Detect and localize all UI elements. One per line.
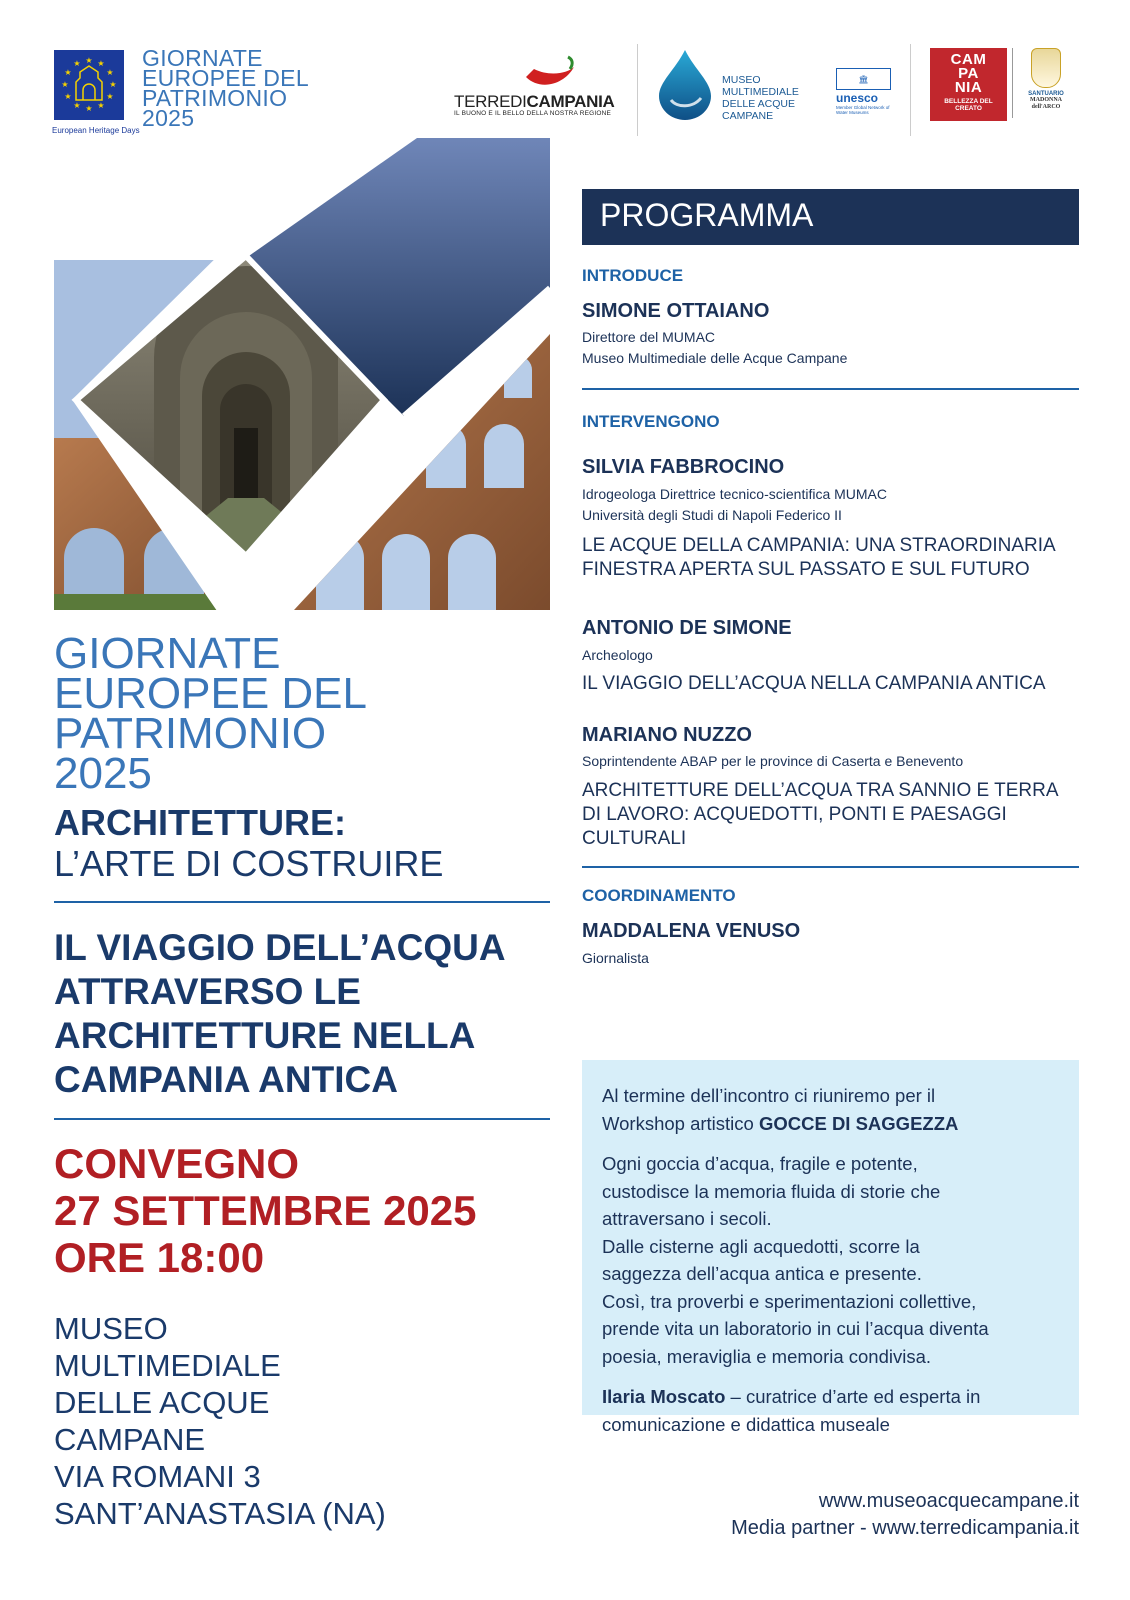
talk-title: CULTURALI (582, 828, 687, 849)
aqueduct-photo-collage (54, 138, 550, 610)
speaker-name: ANTONIO DE SIMONE (582, 617, 792, 639)
svg-text:★: ★ (97, 101, 105, 110)
event-series-title: GIORNATE EUROPEE DEL PATRIMONIO 2025 (54, 629, 367, 798)
footer-links (600, 1488, 1079, 1542)
svg-text:★: ★ (61, 80, 69, 89)
intervengono-label: INTERVENGONO (582, 412, 720, 431)
section-divider (54, 1118, 550, 1120)
campania-bellezza-logo: CAM PA NIA BELLEZZA DEL CREATO (930, 48, 1007, 121)
svg-text:★: ★ (64, 92, 72, 101)
media-partner-link[interactable]: Media partner - www.terredicampania.it (731, 1517, 1079, 1539)
santuario-logo: SANTUARIO MADONNA dell'ARCO (1020, 48, 1072, 111)
venue-address: MUSEO MULTIMEDIALE DELLE ACQUE CAMPANE VIA ROMANI 3 SANT’ANASTASIA (NA) (54, 1311, 386, 1531)
talk-title: FINESTRA APERTA SUL PASSATO E SUL FUTURO (582, 559, 1030, 580)
svg-text:★: ★ (106, 68, 114, 77)
water-drop-icon (655, 48, 715, 122)
speaker-role: Direttore del MUMAC (582, 329, 716, 345)
conference-headline: IL VIAGGIO DELL’ACQUA ATTRAVERSO LE ARCHITETTURE NELLA CAMPANIA ANTICA (54, 927, 506, 1100)
talk-title: LE ACQUE DELLA CAMPANIA: UNA STRAORDINARIA (582, 535, 1056, 556)
svg-text:★: ★ (73, 59, 81, 68)
event-date-time: CONVEGNO 27 SETTEMBRE 2025 ORE 18:00 (54, 1140, 477, 1281)
talk-title: IL VIAGGIO DELL’ACQUA NELLA CAMPANIA ANTICA (582, 673, 1046, 694)
svg-text:★: ★ (106, 92, 114, 101)
workshop-intro: Al termine dell’incontro ci riuniremo per il (602, 1085, 936, 1106)
speaker-name: SIMONE OTTAIANO (582, 300, 770, 322)
eu-stars-castle-icon (54, 50, 124, 120)
coordinamento-label: COORDINAMENTO (582, 886, 736, 905)
terre-di-campania-logo: TERREDICAMPANIA (454, 92, 615, 111)
museum-website-link[interactable]: www.museoacquecampane.it (818, 1490, 1079, 1512)
svg-text:★: ★ (85, 104, 93, 113)
divider (910, 44, 911, 136)
terre-di-campania-tagline: IL BUONO E IL BELLO DELLA NOSTRA REGIONE (454, 110, 612, 117)
eu-heritage-logo (54, 50, 124, 120)
section-divider (54, 901, 550, 903)
chili-pepper-icon (520, 55, 580, 91)
speaker-role: Idrogeologa Direttrice tecnico-scientifica MUMAC (582, 486, 887, 502)
svg-text:★: ★ (64, 68, 72, 77)
talk-title: ARCHITETTURE DELL’ACQUA TRA SANNIO E TERRA (582, 780, 1059, 801)
theme-title-light: L’ARTE DI COSTRUIRE (54, 843, 444, 884)
section-divider (582, 388, 1079, 390)
divider (637, 44, 638, 136)
svg-text:★: ★ (85, 56, 93, 65)
santuario-crest-icon (1031, 48, 1061, 88)
speaker-role: Giornalista (582, 950, 649, 966)
speaker-role: Archeologo (582, 647, 653, 663)
workshop-name: GOCCE DI SAGGEZZA (758, 1112, 959, 1134)
jep-header-title: GIORNATE EUROPEE DEL PATRIMONIO 2025 (142, 45, 309, 131)
speaker-name: MADDALENA VENUSO (582, 920, 801, 942)
speaker-role: Museo Multimediale delle Acque Campane (582, 350, 848, 366)
divider (1012, 48, 1013, 118)
talk-title: DI LAVORO: ACQUEDOTTI, PONTI E PAESAGGI (582, 804, 1007, 825)
speaker-name: SILVIA FABBROCINO (582, 456, 785, 478)
svg-text:★: ★ (109, 80, 117, 89)
theme-title-bold: ARCHITETTURE: (54, 802, 346, 843)
workshop-box: Al termine dell’incontro ci riuniremo per il Workshop artistico GOCCE DI SAGGEZZA Ogni goccia d’acqua, fragile e potente, custodisce la memoria fluida di storie che attraversano i secoli. Dalle cisterne agli acquedotti, scorre la saggezza dell’acqua antica e presente. Così, tra proverbi e sperimentazioni collettive, prende vita un laboratorio in cui l’acqua diventa poesia, meraviglia e memoria condivisa. Ilaria Moscato – curatrice d’arte ed esperta in comunicazione e didattica museale (582, 1060, 1079, 1415)
program-header: PROGRAMMA (582, 189, 1079, 245)
svg-text:★: ★ (73, 101, 81, 110)
speaker-role: Università degli Studi di Napoli Federico II (582, 507, 842, 523)
introduce-label: INTRODUCE (582, 266, 684, 285)
speaker-role: Soprintendente ABAP per le province di Caserta e Benevento (582, 753, 964, 769)
mumac-logo-text: MUSEO MULTIMEDIALE DELLE ACQUE CAMPANE (722, 74, 799, 122)
section-divider (582, 866, 1079, 868)
speaker-name: MARIANO NUZZO (582, 724, 752, 746)
workshop-curator: Ilaria Moscato – curatrice d’arte ed esperta in comunicazione e didattica museale (602, 1386, 981, 1435)
unesco-temple-icon: 🏛 (836, 68, 891, 90)
svg-text:★: ★ (97, 59, 105, 68)
eu-caption: European Heritage Days (52, 126, 140, 135)
workshop-description: Ogni goccia d’acqua, fragile e potente, custodisce la memoria fluida di storie che attraversano i secoli. Dalle cisterne agli acquedotti, scorre la saggezza dell’acqua antica e presente. Così, tra proverbi e sperimentazioni collettive, prende vita un laboratorio in cui l’acqua diventa poesia, meraviglia e memoria condivisa. (602, 1153, 989, 1367)
unesco-logo: 🏛 unesco Member Global Network of Water Museums (836, 68, 891, 115)
